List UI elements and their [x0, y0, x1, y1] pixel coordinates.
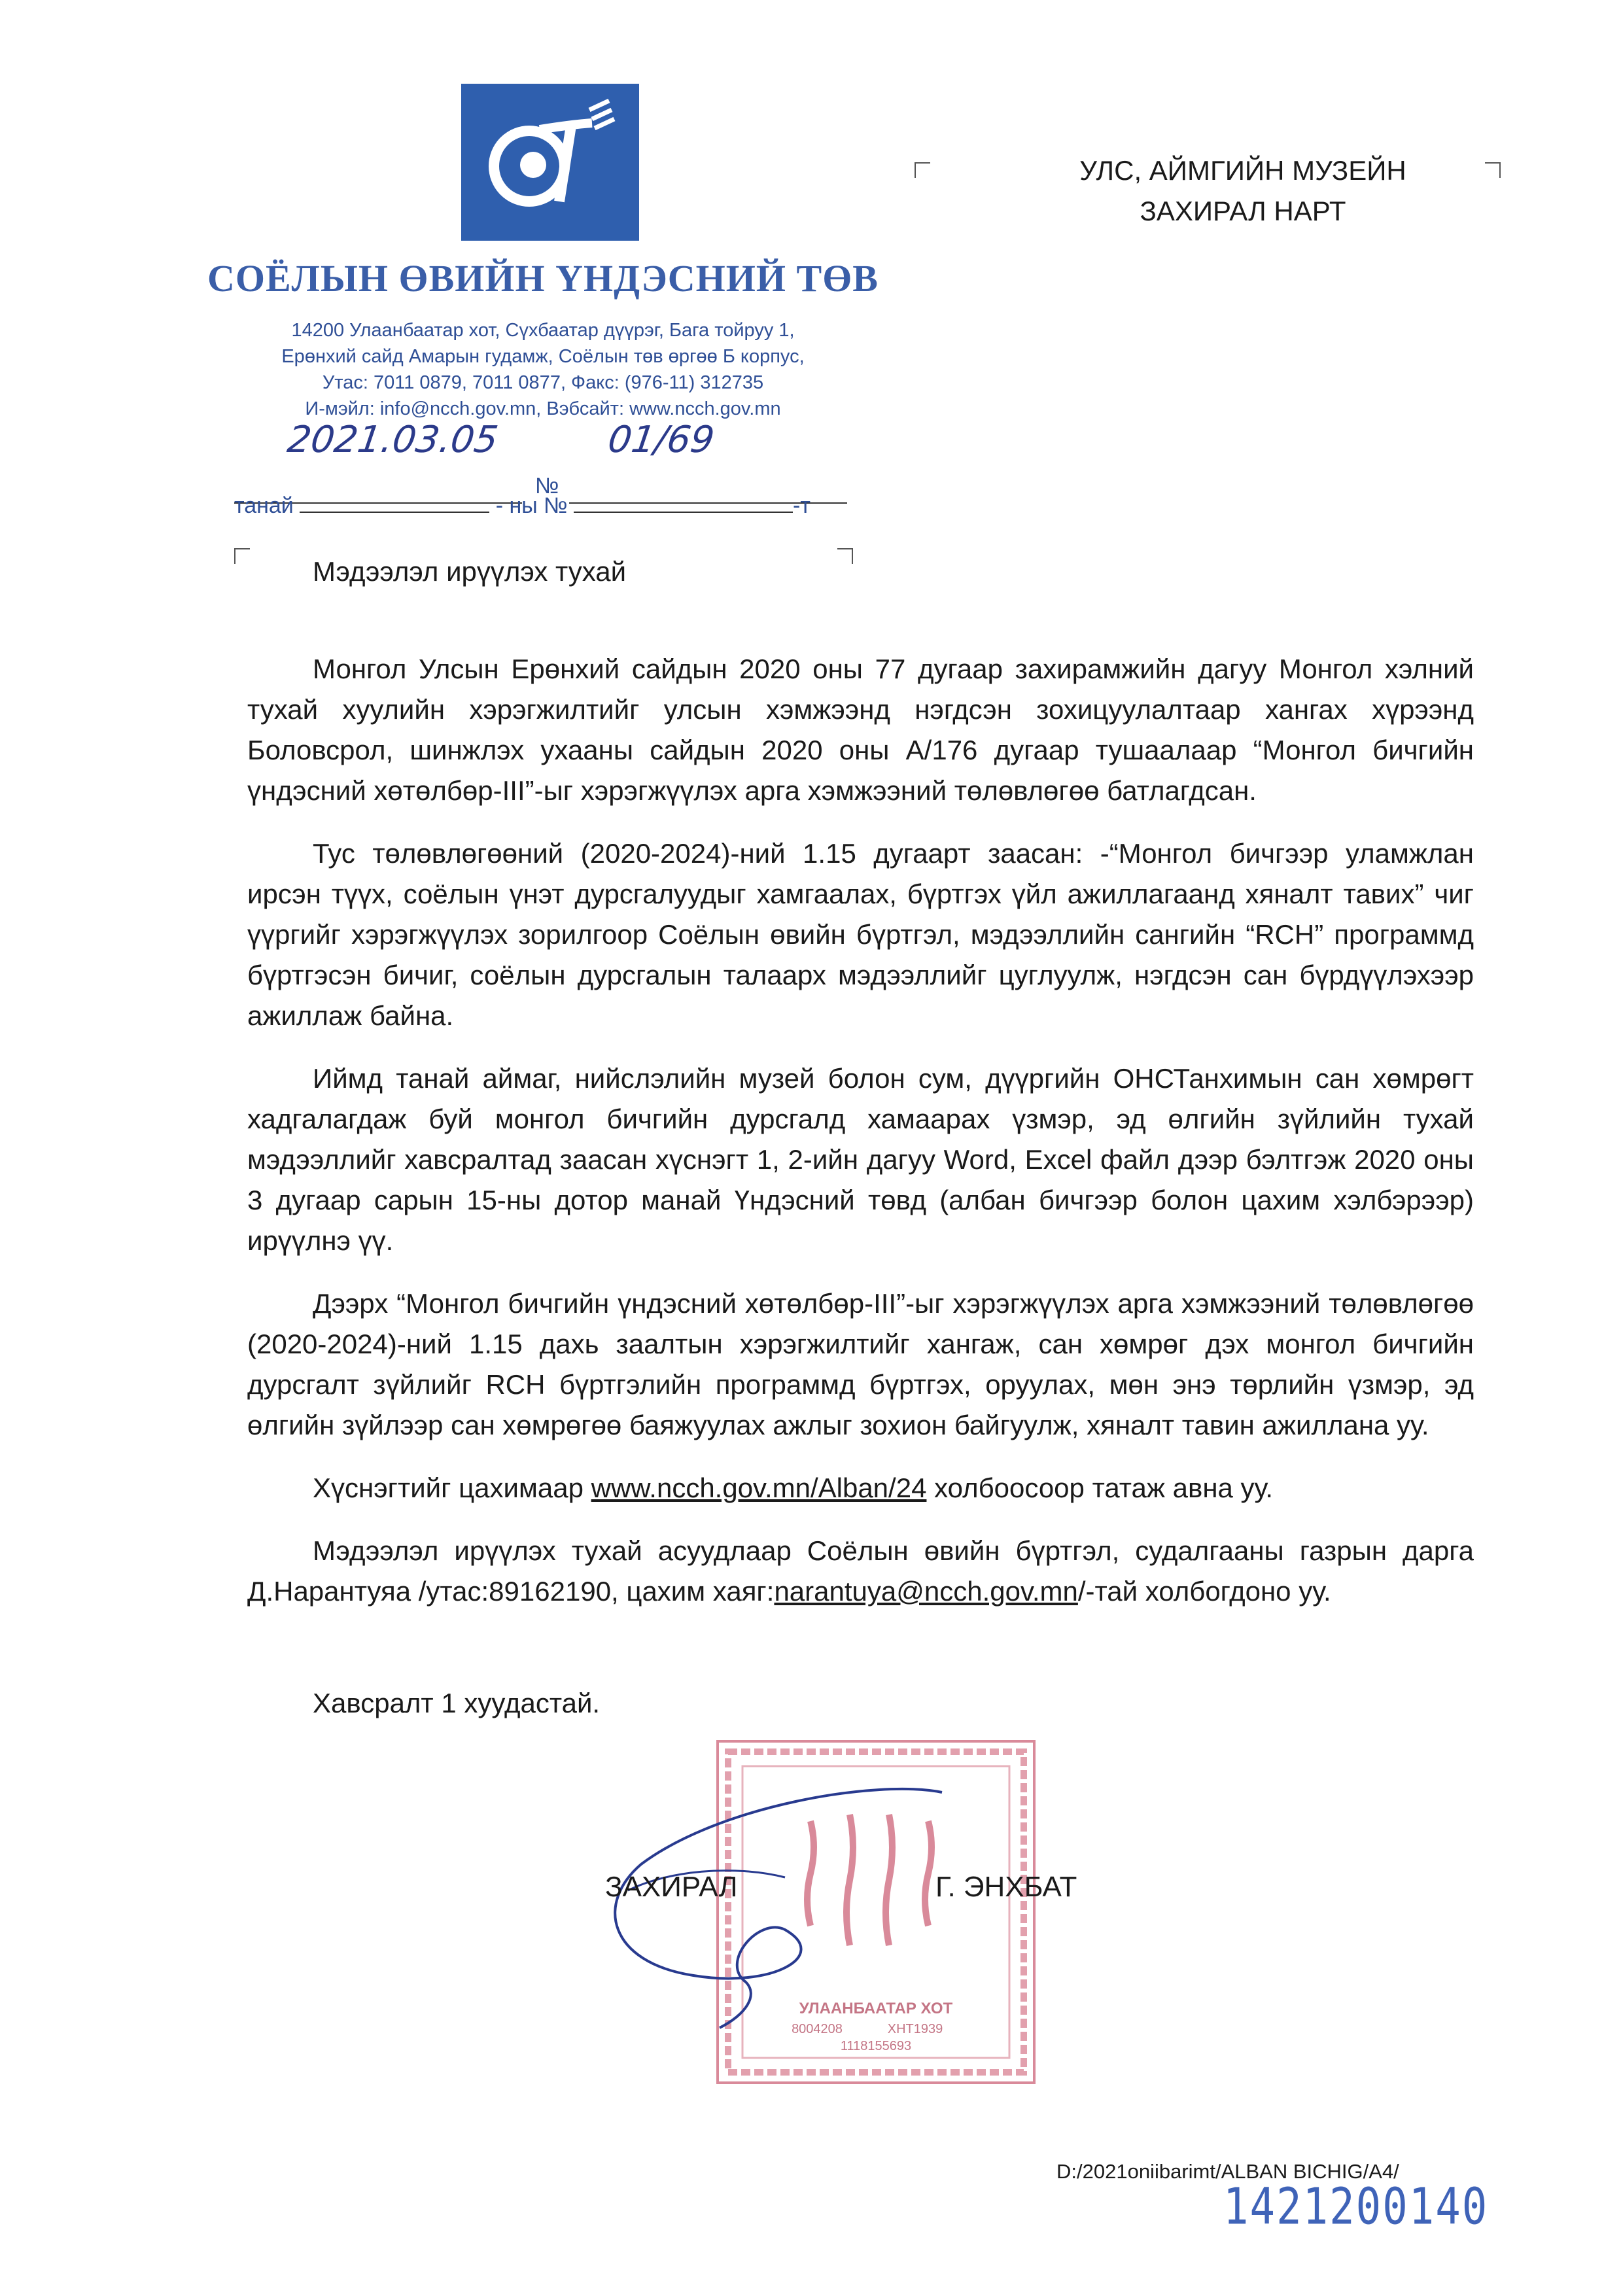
corner-mark — [1485, 162, 1501, 178]
email-line: И-мэйл: info@ncch.gov.mn, Вэбсайт: www.ncch.gov.mn — [305, 398, 781, 419]
body-paragraph: Дээрх “Монгол бичгийн үндэсний хөтөлбөр-III”-ыг хэрэгжүүлэх арга хэмжээний төлөвлөгөө (2020-2024)-ний 1.15 дахь заалтын хэрэгжилтийг хангаж, сан хөмрөг дэх монгол бичгийн дурсгалт зүйлийг RCH бүртгэлийн программд бүртгэх, оруулах, мөн энэ төрлийн үзмэр, эд өлгийн зүйлээр сан хөмрөгөө баяжуулах ажлыг зохион байгуулж, хяналт тавин ажиллана уу. — [247, 1288, 1474, 1440]
reply-reference-row — [234, 492, 811, 519]
file-path: D:/2021oniibarimt/ALBAN BICHIG/A4/ — [1056, 2160, 1399, 2183]
letter-subject: Мэдээлэл ирүүлэх тухай — [313, 556, 627, 587]
number-sign: № — [535, 474, 559, 498]
corner-mark — [915, 162, 930, 178]
signer-title: ЗАХИРАЛ — [605, 1871, 738, 1903]
letter-body — [247, 649, 1474, 1634]
address-line: 14200 Улаанбаатар хот, Сүхбаатар дүүрэг, Бага тойруу 1, — [291, 320, 795, 341]
stamp-city: УЛААНБААТАР ХОТ — [799, 2000, 953, 2017]
body-paragraph: Монгол Улсын Ерөнхий сайдын 2020 оны 77 дугаар захирамжийн дагуу Монгол хэлний тухай хуулийн хэрэгжилтийг улсын хэмжээнд нэгдсэн зохицуулалтаар хангах хүрээнд Боловсрол, шинжлэх ухааны сайдын 2020 оны А/176 дугаар тушаалаар “Монгол бичгийн үндэсний хөтөлбөр-III”-ыг хэрэгжүүлэх арга хэмжээний төлөвлөгөө батлагдсан. — [247, 653, 1474, 806]
suffix-label: -т — [793, 493, 811, 518]
addressee — [1007, 150, 1478, 232]
addressee-line: УЛС, АЙМГИЙН МУЗЕЙН — [1079, 155, 1406, 186]
organization-logo — [461, 84, 639, 241]
download-text: Хүснэгтийг цахимаар — [313, 1472, 591, 1503]
document-barcode-number: 1421200140 — [1223, 2178, 1489, 2236]
signer-name: Г. ЭНХБАТ — [935, 1871, 1077, 1903]
blank-field — [574, 492, 793, 513]
body-paragraph: Тус төлөвлөгөөний (2020-2024)-ний 1.15 дугаарт заасан: -“Монгол бичгээр уламжлан ирсэн түүх, соёлын үнэт дурсгалуудыг хамгаалах, бүртгэх үйл ажиллагаанд хяналт тавих” чиг үүргийг хэрэгжүүлэх зорилгоор Соёлын өвийн бүртгэл, мэдээллийн сангийн “RCH” программд бүртгэсэн бичиг, соёлын дурсгалын талаарх мэдээллийг цуглуулж, нэгдсэн сан бүрдүүлэхээр ажиллаж байна. — [247, 838, 1474, 1031]
stamp-code: 1118155693 — [840, 2039, 912, 2053]
corner-mark — [837, 548, 853, 564]
corner-mark — [234, 548, 250, 564]
addressee-line: ЗАХИРАЛ НАРТ — [1140, 196, 1346, 226]
download-link[interactable]: www.ncch.gov.mn/Alban/24 — [591, 1472, 927, 1503]
contact-text: Мэдээлэл ирүүлэх тухай асуудлаар Соёлын өвийн бүртгэл, судалгааны газрын дарга Д.Нарантуяа /утас:89162190, цахим хаяг: — [247, 1535, 1474, 1607]
no-label: - ны № — [495, 493, 568, 518]
body-paragraph: Иймд танай аймаг, нийслэлийн музей болон сум, дүүргийн ОНСТанхимын сан хөмрөгт хадгалагдаж буй монгол бичгийн дурсгалд хамаарах үзмэр, эд өлгийн зүйлийн тухай мэдээллийг хавсралтад заасан хүснэгт 1, 2-ийн дагуу Word, Excel файл дээр бэлтгэж 2020 оны 3 дугаар сарын 15-ны дотор манай Үндэсний төвд (албан бичгээр болон цахим хэлбэрээр) ирүүлнэ үү. — [247, 1063, 1474, 1256]
organization-name: СОЁЛЫН ӨВИЙН ҮНДЭСНИЙ ТӨВ — [207, 257, 879, 300]
contact-text: /-тай холбогдоно уу. — [1077, 1576, 1331, 1607]
logo-mark-icon — [461, 84, 639, 241]
handwritten-number: 01/69 — [605, 419, 717, 461]
address-line: Ерөнхий сайд Амарын гудамж, Соёлын төв өргөө Б корпус, — [281, 346, 805, 367]
download-paragraph — [247, 1468, 1474, 1508]
download-text: холбоосоор татаж авна уу. — [926, 1472, 1274, 1503]
stamp-code: ХНТ1939 — [887, 2022, 943, 2036]
blank-field — [300, 492, 489, 513]
appendix-note: Хавсралт 1 хуудастай. — [313, 1688, 601, 1718]
handwritten-date: 2021.03.05 — [285, 419, 501, 461]
handwritten-signature — [589, 1766, 955, 2041]
phone-line: Утас: 7011 0879, 7011 0877, Факс: (976-11) 312735 — [322, 372, 764, 393]
your-label: танай — [234, 493, 294, 518]
contact-email-link[interactable]: narantuya@ncch.gov.mn — [774, 1576, 1078, 1607]
contact-paragraph — [247, 1531, 1474, 1612]
stamp-code: 8004208 — [792, 2022, 843, 2036]
